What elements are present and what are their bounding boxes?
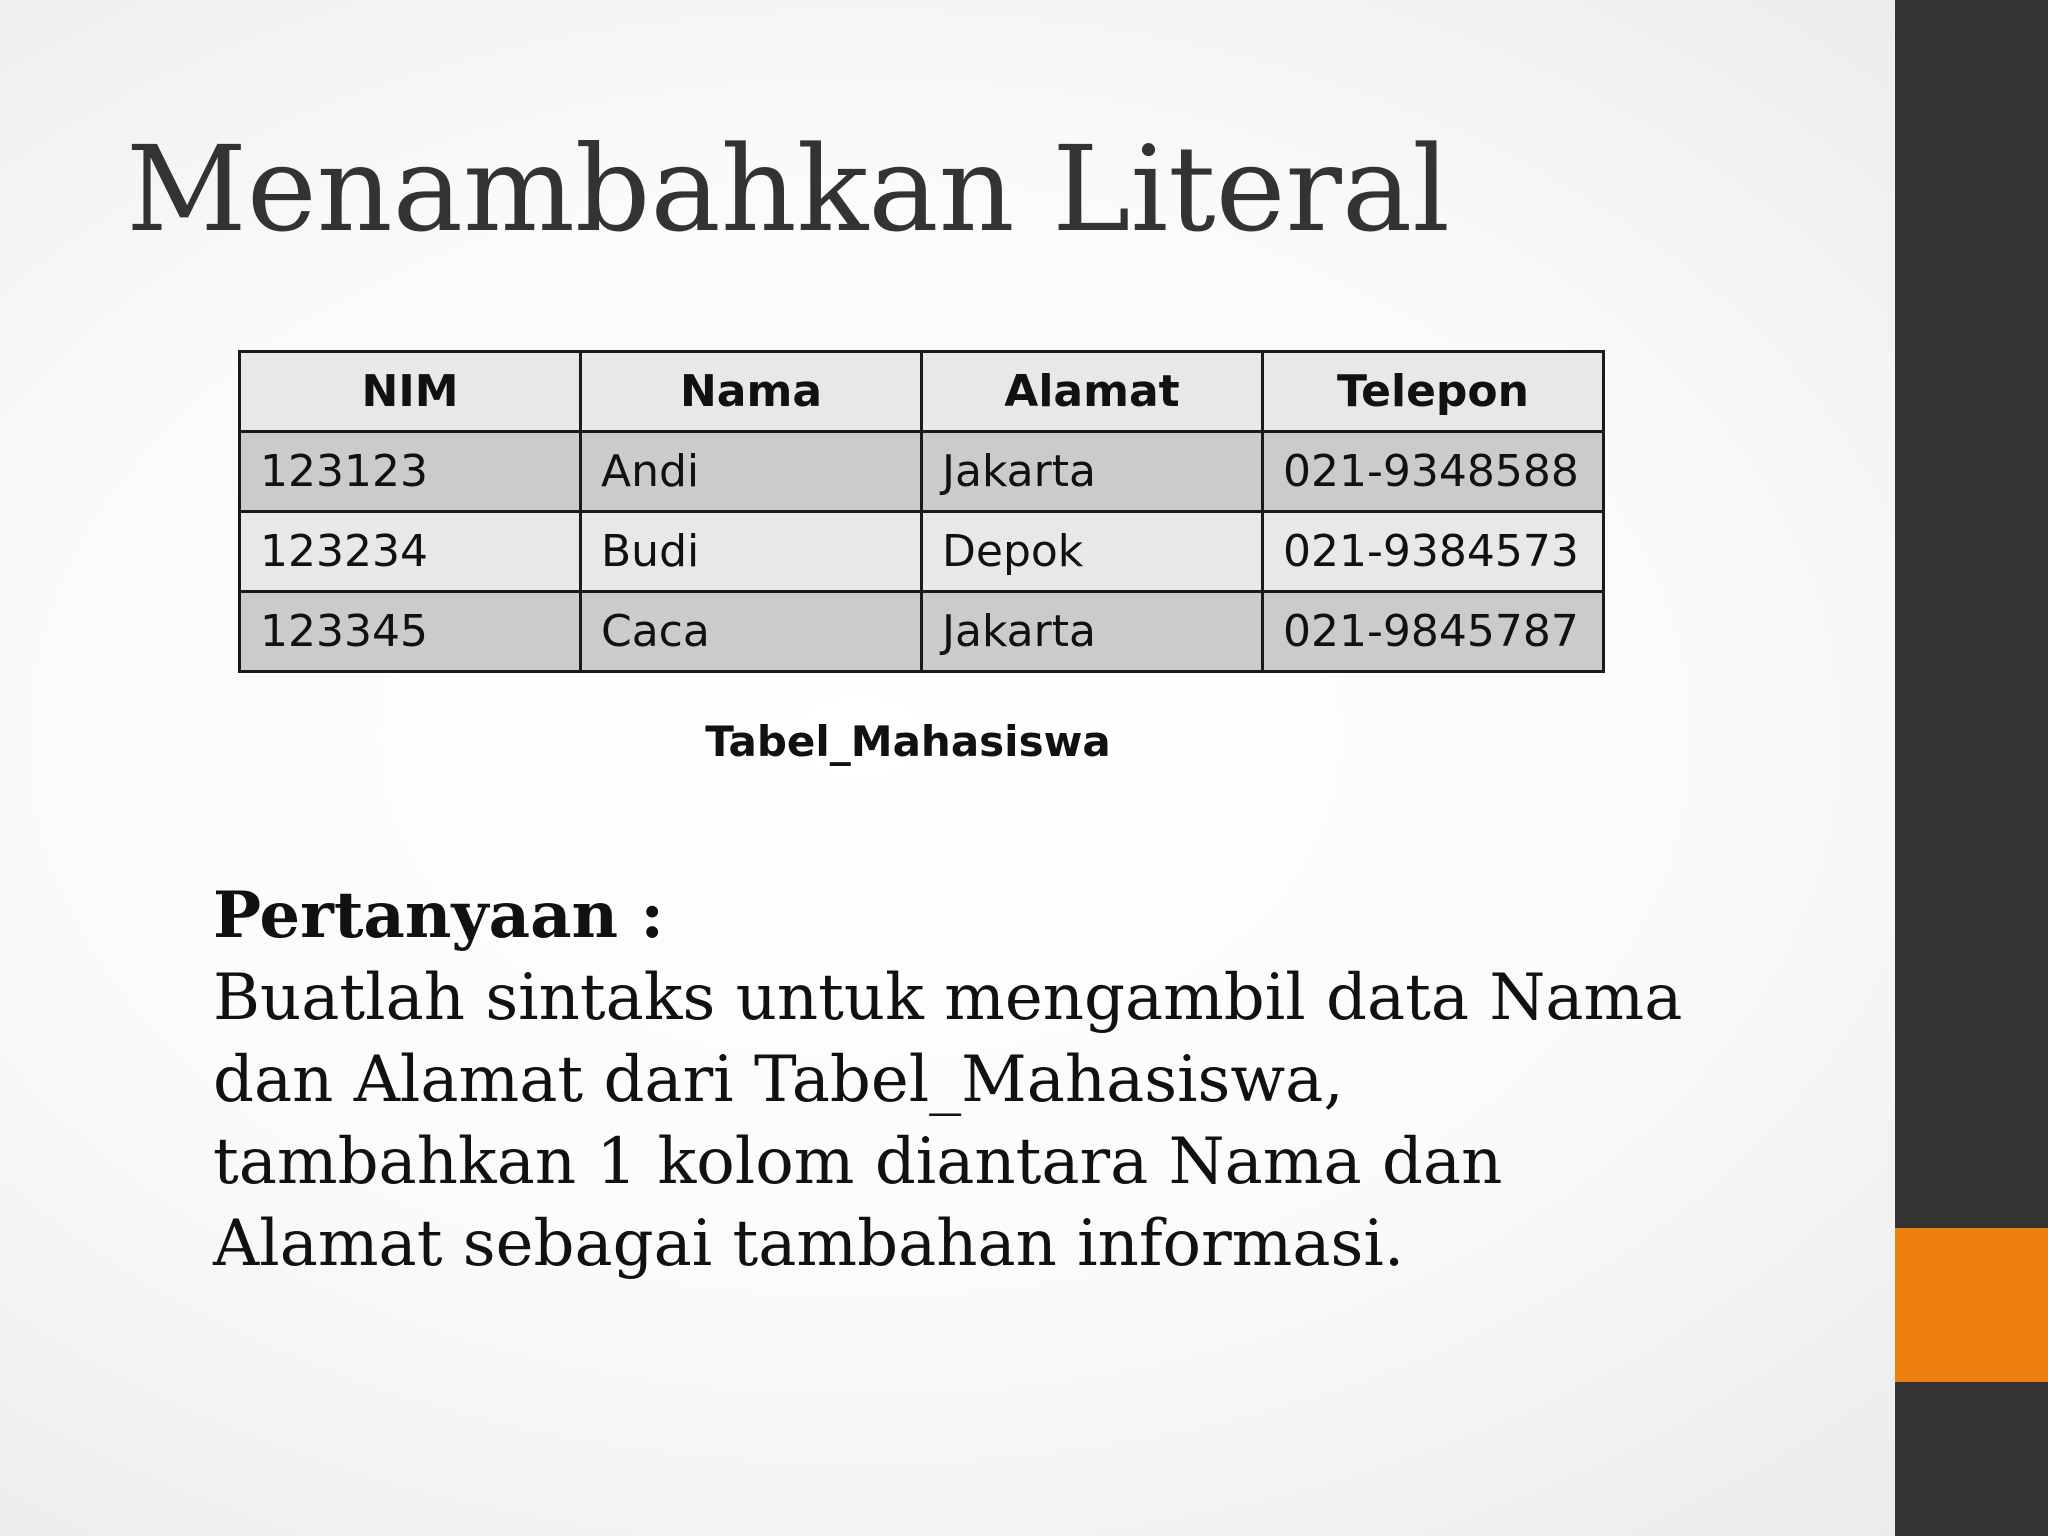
cell-alamat: Depok (922, 512, 1263, 592)
question-text: Buatlah sintaks untuk mengambil data Nama dan Alamat dari Tabel_Mahasiswa, tambahkan 1 kolom diantara Nama dan Alamat sebagai tambahan informasi. (213, 961, 1683, 1281)
cell-alamat: Jakarta (922, 432, 1263, 512)
orange-accent-block (1895, 1228, 2048, 1382)
mahasiswa-table (238, 350, 1605, 673)
table-caption: Tabel_Mahasiswa (705, 717, 1111, 766)
table-row (240, 512, 1604, 592)
cell-nama: Budi (581, 512, 922, 592)
cell-telepon: 021-9384573 (1263, 512, 1604, 592)
table-body (240, 432, 1604, 672)
header-telepon: Telepon (1263, 352, 1604, 432)
header-nama: Nama (581, 352, 922, 432)
cell-nim: 123123 (240, 432, 581, 512)
side-decoration-bar (1895, 0, 2048, 1536)
cell-alamat: Jakarta (922, 592, 1263, 672)
question-block (213, 875, 1693, 1285)
cell-nama: Caca (581, 592, 922, 672)
table-header-row (240, 352, 1604, 432)
cell-nama: Andi (581, 432, 922, 512)
cell-telepon: 021-9348588 (1263, 432, 1604, 512)
question-label: Pertanyaan : (213, 878, 664, 953)
cell-nim: 123234 (240, 512, 581, 592)
table-row (240, 592, 1604, 672)
table-row (240, 432, 1604, 512)
cell-telepon: 021-9845787 (1263, 592, 1604, 672)
header-nim: NIM (240, 352, 581, 432)
slide-title: Menambahkan Literal (126, 120, 1450, 258)
table-header (240, 352, 1604, 432)
cell-nim: 123345 (240, 592, 581, 672)
header-alamat: Alamat (922, 352, 1263, 432)
